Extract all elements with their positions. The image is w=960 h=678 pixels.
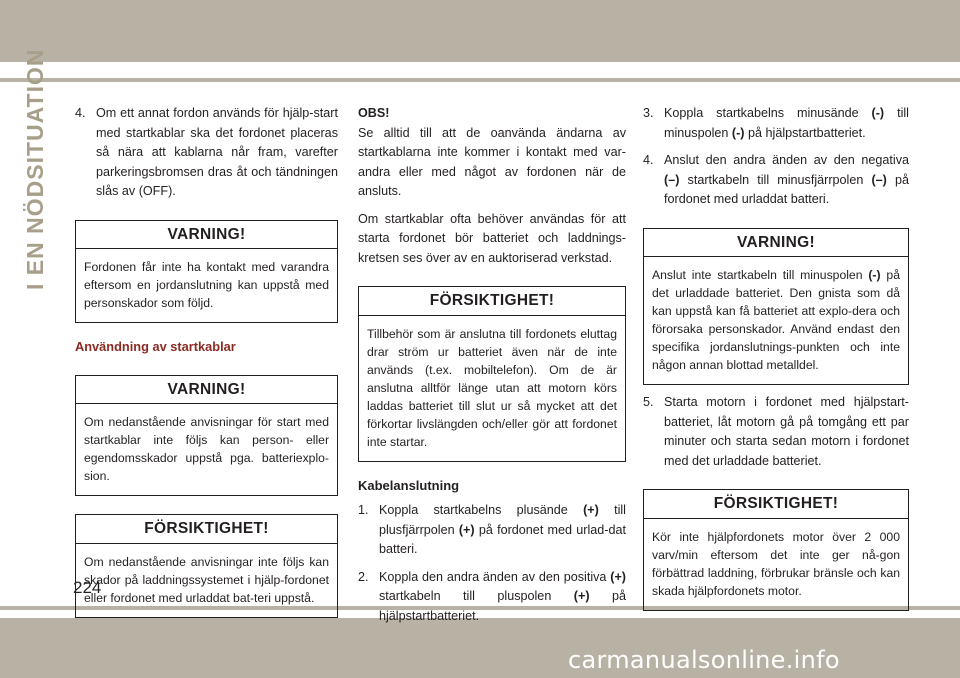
step-text: Om ett annat fordon används för hjälp-start med startkablar ska det fordonet placeras så nära att kablarna når fram, varefter parkeringsbromsen dras åt och tändningen slås av (OFF). [96,106,338,198]
step-number: 1. [358,503,369,517]
warning-box-explosion [75,375,338,497]
caution-title: FÖRSIKTIGHET! [644,490,908,519]
step-number: 4. [643,153,654,167]
column-1 [75,104,338,618]
step-number: 4. [75,106,86,120]
step-2-connect-positive-helper [358,568,626,627]
paragraph-service: Om startkablar ofta behöver användas för att starta fordonet bör batteriet och laddnings-kretsen ses över av en auktoriserad verkstad. [358,211,626,265]
warning-box-contact [75,220,338,324]
note-title: OBS! [358,106,390,120]
page-number: 224 [73,578,102,597]
step-number: 2. [358,569,369,584]
caution-box-rpm [643,489,909,611]
caution-title: FÖRSIKTIGHET! [76,515,337,544]
warning-text: Fordonen får inte ha kontakt med varandra eftersom en jordanslutning kan uppstå med personskador som följd. [84,260,329,310]
note-text: Se alltid till att de oanvända ändarna av startkablarna inte kommer i kontakt med var-andra eller med något av fordonen när de ansluts. [358,125,626,198]
column-3 [643,104,909,611]
warning-text: Anslut inte startkabeln till minuspolen (-) på det urladdade batteriet. Den gnista som då kan uppstå kan få batteriet att explo-dera och förorsaka personskador. Använd endast den specifika jordanslutnings-punkten och inte någon annan blottad metalldel. [652,268,900,372]
caution-text: Tillbehör som är anslutna till fordonets eluttag drar ström ur batteriet även när de inte används (t.ex. mobiltelefon). Om de är anslutna alltför länge utan att motorn körs laddas batteriet till slut ur så mycket att det förkortar livslängden och/eller gör att fordonet inte startar. [367,326,617,449]
step-5-start-engine [643,393,909,471]
warning-box-spark [643,228,909,386]
header-rule [0,78,960,82]
watermark: carmanualsonline.info [568,646,840,674]
warning-text: Om nedanstående anvisningar för start med startkablar inte följs kan person- eller egendomsskador uppstå pga. batteriexplo-sion. [84,415,329,483]
column-2 [358,104,626,626]
step-text: Koppla den andra änden av den positiva (+) startkabeln till pluspolen (+) på hjälpstartbatteriet. [379,569,626,623]
step-1-connect-positive [358,501,626,560]
caution-text: Om nedanstående anvisningar inte följs kan skador på laddningssystemet i hjälp-fordonet eller fordonet med urladdat bat-teri uppstå. [84,554,329,605]
step-3-connect-negative-helper [643,104,909,143]
step-text: Koppla startkabelns minusände (-) till minuspolen (-) på hjälpstartbatteriet. [664,106,909,140]
section-side-title: I EN NÖDSITUATION [22,48,48,290]
step-text: Anslut den andra änden av den negativa (–) startkabeln till minusfjärrpolen (–) på fordonet med urladdat batteri. [664,153,909,206]
caution-box-charging [75,514,338,618]
caution-title: FÖRSIKTIGHET! [359,287,625,316]
warning-title: VARNING! [644,229,908,258]
step-4-connect-negative-ground [643,151,909,210]
caution-box-accessories [358,286,626,462]
step-number: 3. [643,106,654,120]
step-4-vehicle-placement [75,104,338,202]
header-band [0,0,960,62]
caution-text: Kör inte hjälpfordonets motor över 2 000 varv/min eftersom det inte ger nå-gon förbättrad laddning, förbrukar bränsle och kan skada hjälpfordonets motor. [652,529,900,598]
warning-title: VARNING! [76,221,337,250]
section-subheading: Användning av startkablar [75,339,236,354]
step-number: 5. [643,395,654,409]
step-text: Koppla startkabelns plusände (+) till plusfjärrpolen (+) på fordonet med urlad-dat batteri. [379,503,627,556]
step-text: Starta motorn i fordonet med hjälpstart-batteriet, låt motorn gå på tomgång ett par minuter och starta sedan motorn i fordonet med det urladdade batteriet. [664,395,909,468]
section-subheading: Kabelanslutning [358,477,460,493]
warning-title: VARNING! [76,376,337,405]
